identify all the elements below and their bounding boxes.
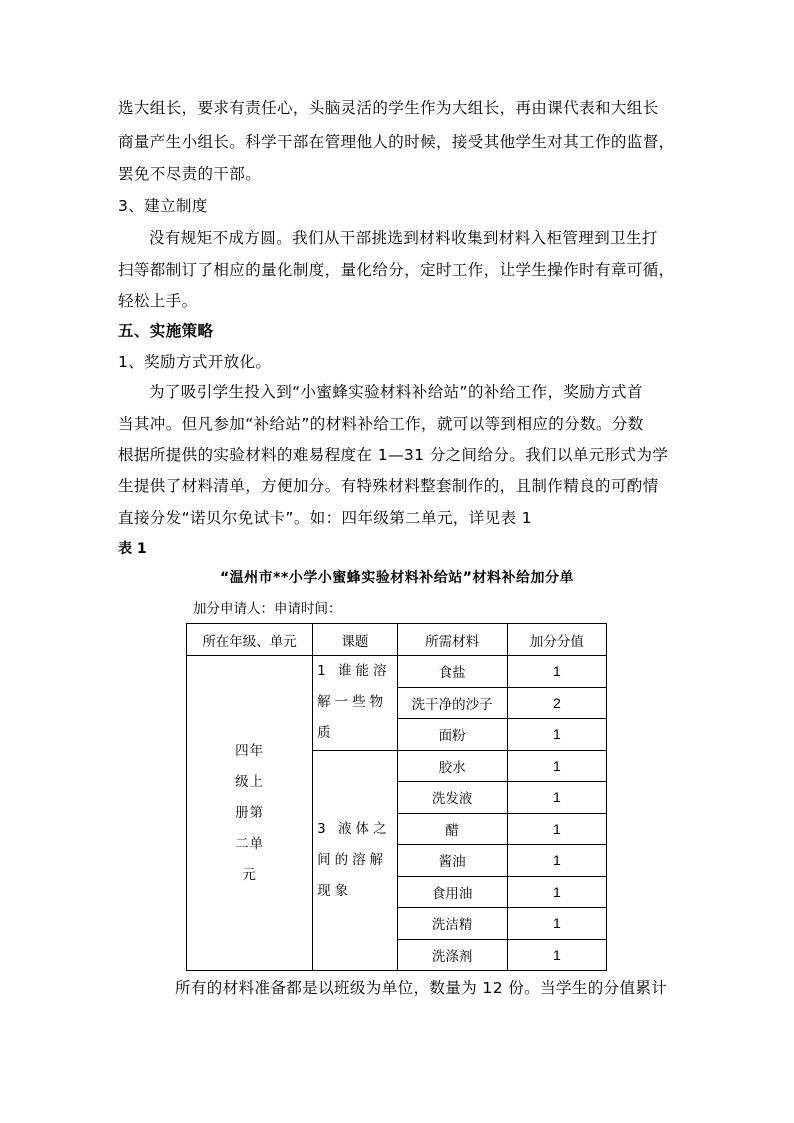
paragraph-line: 当其冲。但凡参加“补给站”的材料补给工作，就可以等到相应的分数。分数 [118,415,644,433]
material-cell: 食用油 [397,876,507,908]
paragraph-line: 选大组长，要求有责任心，头脑灵活的学生作为大组长，再由课代表和大组长 [118,99,659,117]
table-header-cell: 课题 [313,624,397,656]
material-cell: 醋 [397,813,507,845]
paragraph-line: 生提供了材料清单，方便加分。有特殊材料整套制作的，且制作精良的可酌情 [118,477,659,495]
table-row [187,656,607,688]
table-header-cell: 加分分值 [507,624,606,656]
topic-cell [313,750,397,971]
section-subheading: 3、建立制度 [118,197,208,215]
topic-line: 现象 [317,882,353,899]
section-subheading: 1、奖励方式开放化。 [118,353,272,371]
material-cell: 洗发液 [397,782,507,814]
points-cell: 1 [507,719,606,751]
points-cell: 1 [507,908,606,940]
paragraph-line: 没有规矩不成方圆。我们从干部挑选到材料收集到材料入柜管理到卫生打 [149,229,658,247]
grade-line: 四年 [235,742,265,759]
topic-cell [313,656,397,751]
material-cell: 胶水 [397,750,507,782]
table-header-row [187,624,607,656]
topic-line: 3 液体之 [317,820,391,837]
points-cell: 1 [507,656,606,688]
material-cell: 面粉 [397,719,507,751]
paragraph-line: 为了吸引学生投入到“小蜜蜂实验材料补给站”的补给工作，奖励方式首 [149,383,643,401]
points-cell: 1 [507,813,606,845]
paragraph-line: 所有的材料准备都是以班级为单位，数量为 12 份。当学生的分值累计 [175,979,668,997]
table-header-cell: 所在年级、单元 [187,624,313,656]
table-header-cell: 所需材料 [397,624,507,656]
grade-line: 级上 [235,773,265,790]
paragraph-line: 直接分发“诺贝尔免试卡”。如：四年级第二单元，详见表 1 [118,509,533,527]
points-cell: 1 [507,782,606,814]
points-cell: 1 [507,876,606,908]
table-label: 表 1 [118,541,147,557]
table-title: “温州市**小学小蜜蜂实验材料补给站”材料补给加分单 [219,570,575,586]
table-applicant-line: 加分申请人：申请时间： [193,601,342,617]
paragraph-line: 轻松上手。 [118,292,198,310]
material-cell: 洗涤剂 [397,939,507,971]
grade-line: 二单 [235,835,265,852]
topic-line: 间的溶解 [317,851,388,868]
points-cell: 1 [507,939,606,971]
material-cell: 食盐 [397,656,507,688]
material-cell: 酱油 [397,845,507,877]
material-cell: 洗干净的沙子 [397,687,507,719]
points-cell: 2 [507,687,606,719]
grade-line: 元 [242,866,257,883]
section-heading: 五、实施策略 [118,322,214,340]
grade-unit-cell [187,656,313,971]
paragraph-line: 罢免不尽责的干部。 [118,165,262,183]
material-cell: 洗洁精 [397,908,507,940]
topic-line: 质 [317,725,335,742]
grade-line: 册第 [235,804,265,821]
topic-line: 1 谁能溶 [317,663,391,680]
score-table [186,623,607,971]
paragraph-line: 根据所提供的实验材料的难易程度在 1—31 分之间给分。我们以单元形式为学 [118,446,669,464]
paragraph-line: 扫等都制订了相应的量化制度，量化给分，定时工作，让学生操作时有章可循， [118,261,675,279]
paragraph-line: 商量产生小组长。科学干部在管理他人的时候，接受其他学生对其工作的监督， [118,133,675,151]
points-cell: 1 [507,750,606,782]
topic-line: 解一些物 [317,694,388,711]
points-cell: 1 [507,845,606,877]
